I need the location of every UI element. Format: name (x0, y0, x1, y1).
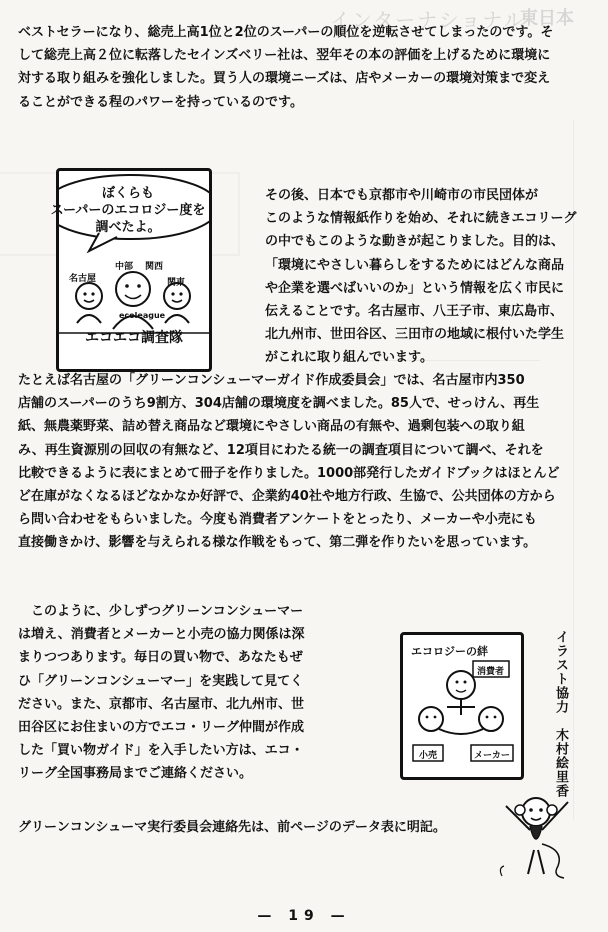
text-line: リーグ全国事務局までご連絡ください。 (18, 766, 253, 782)
illustration-caption: エコエコ調査隊 (85, 330, 183, 346)
text-line: 「環境にやさしい暮らしをするためにはどんな商品 (265, 257, 565, 273)
text-line: 店舗のスーパーのうち9割方、304店舗の環境度を調べました。85人で、せっけん、再生 (18, 396, 540, 412)
text-line: たとえば名古屋の「グリーンコンシューマーガイド作成委員会」では、名古屋市内350 (18, 373, 525, 388)
text-line: 対する取り組みを強化しました。買う人の環境ニーズは、店やメーカーの環境対策まで変え (18, 71, 551, 87)
text-line: 直接働きかけ、影響を与えられる様な作戦をもって、第二弾を作りたいを思っています。 (18, 535, 537, 551)
text-line: グリーンコンシューマ実行委員会連絡先は、前ページのデータ表に明記。 (18, 820, 446, 835)
text-line: その後、日本でも京都市や川崎市の市民団体が (265, 188, 539, 203)
text-line: ベストセラーになり、総売上高1位と2位のスーパーの順位を逆転させてしまったのです。そ (18, 25, 554, 40)
bubble-line: 調べたよ。 (95, 220, 161, 235)
text-line: まりつつあります。毎日の買い物で、あなたもぜ (18, 650, 303, 666)
bleed-through-heading-right: 東日本 (520, 8, 574, 29)
monkey-icon (494, 786, 578, 886)
eco-survey-team-illustration (50, 168, 212, 372)
label-nagoya: 名古屋 (69, 274, 97, 284)
bubble-line: スーパーのエコロジー度を (50, 203, 206, 218)
text-line: は増え、消費者とメーカーと小売の協力関係は深 (18, 627, 305, 643)
page-number: — 19 — (257, 908, 351, 924)
text-line: ど在庫がなくなるほどなかなか好評で、企業約40社や地方行政、生協で、公共団体の方から (18, 489, 556, 505)
text-line: ることができる程のパワーを持っているのです。 (18, 94, 303, 110)
illustration-credit: イラスト協力 木村絵里香 (553, 630, 568, 798)
text-line: ださい。また、京都市、名古屋市、北九州市、世 (18, 696, 305, 712)
label-chubu: 中部 (115, 262, 134, 272)
text-line: の中でもこのような動きが起こりました。目的は、 (265, 234, 565, 250)
text-line: このように、少しずつグリーンコンシューマー (18, 604, 304, 619)
text-line: ら問い合わせをもらいました。今度も消費者アンケートをとったり、メーカーや小売にも (18, 512, 537, 528)
contact-note (18, 816, 446, 839)
text-line: ひ「グリーンコンシューマー」を実践して見てく (18, 673, 304, 689)
text-line: このような情報紙作りを始め、それに続きエコリーグ (265, 211, 577, 227)
text-line: み、再生資源別の回収の有無など、12項目にわたる統一の調査項目について調べ、それを (18, 442, 544, 458)
ecology-bond-illustration (400, 632, 524, 780)
text-line: 比較できるように表にまとめて冊子を作りました。1000部発行したガイドブックはほとんど (18, 465, 560, 481)
text-line: した「買い物ガイド」を入手したい方は、エコ・ (18, 743, 304, 759)
bubble-line: ぼくらも (101, 186, 154, 201)
label-maker: メーカー (474, 751, 510, 761)
text-line: 紙、無農薬野菜、詰め替え商品など環境にやさしい商品の有無や、過剰包装への取り組 (18, 419, 525, 435)
text-line: 北九州市、世田谷区、三田市の地域に根付いた学生 (265, 327, 565, 343)
text-line: して総売上高２位に転落したセインズベリー社は、翌年その本の評価を上げるために環境に (18, 48, 551, 64)
illustration-title: エコロジーの絆 (411, 645, 488, 658)
closing-paragraph (18, 600, 305, 786)
text-line: 田谷区にお住まいの方でエコ・リーグ仲間が作成 (18, 720, 305, 736)
label-consumer: 消費者 (477, 667, 505, 677)
label-kansai: 関西 (145, 262, 164, 272)
intro-paragraph (18, 21, 553, 114)
text-line: 伝えることです。名古屋市、八王子市、東広島市、 (265, 304, 563, 320)
text-line: や企業を選べばいいのか」という情報を広く市民に (265, 280, 565, 296)
text-line: がこれに取り組んでいます。 (265, 350, 433, 366)
speech-bubble-text (33, 185, 223, 236)
right-column-paragraph (265, 184, 576, 370)
label-retail: 小売 (419, 751, 438, 761)
bleed-through-heading: インターナショナル (330, 8, 526, 32)
shirt-text: ecoleague (119, 311, 166, 320)
nagoya-paragraph (18, 369, 560, 555)
label-kanto: 関東 (167, 278, 186, 288)
